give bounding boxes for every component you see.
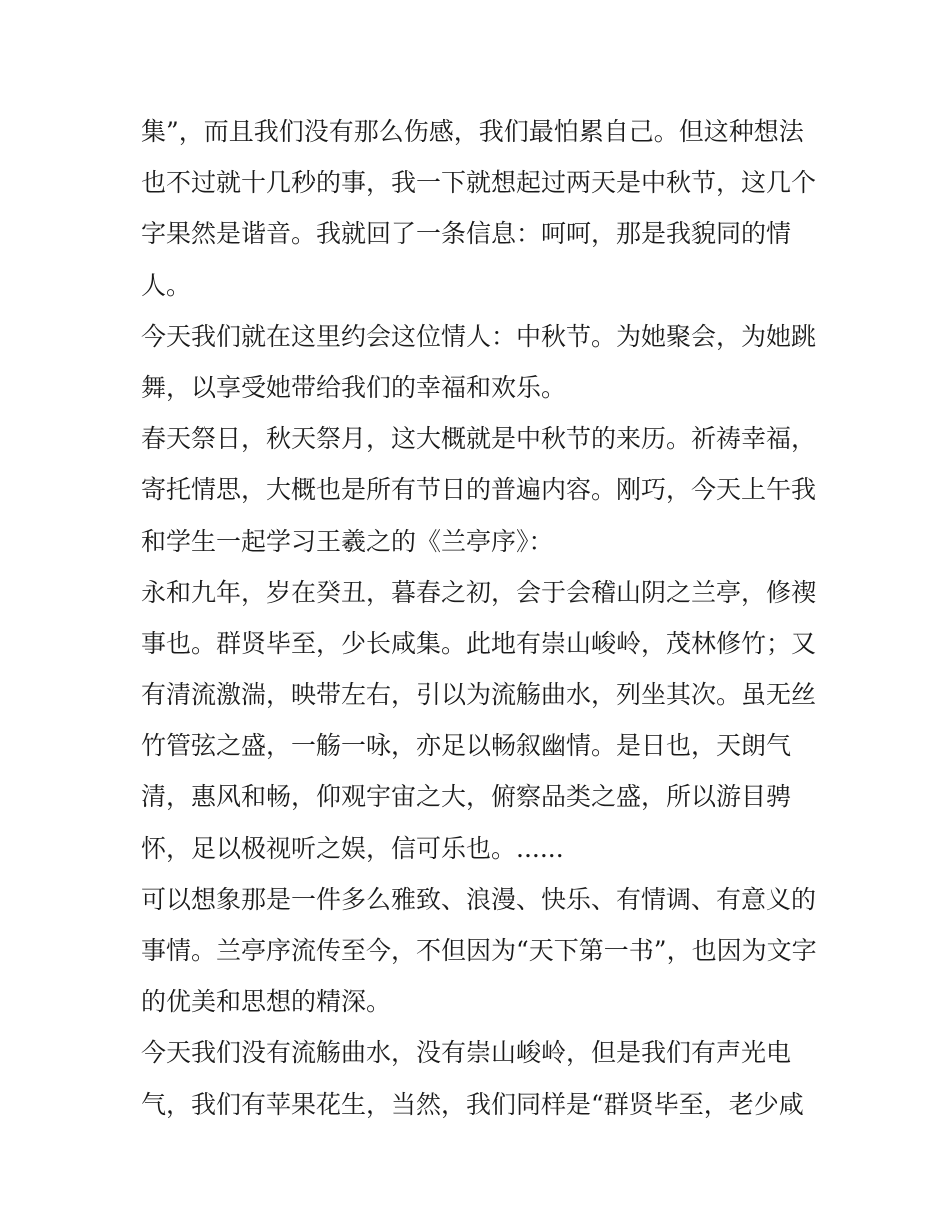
text-line: 有清流激湍，映带左右，引以为流觞曲水，列坐其次。虽无丝 — [141, 680, 817, 710]
text-line: 永和九年，岁在癸丑，暮春之初，会于会稽山阴之兰亭，修禊 — [141, 577, 817, 607]
text-line: 清，惠风和畅，仰观宇宙之大，俯察品类之盛，所以游目骋 — [141, 782, 792, 812]
text-line: 怀，足以极视听之娱，信可乐也。...... — [141, 833, 564, 863]
text-line: 也不过就十几秒的事，我一下就想起过两天是中秋节，这几个 — [141, 168, 817, 198]
text-line: 人。 — [141, 270, 192, 300]
text-line: 的优美和思想的精深。 — [141, 987, 392, 1017]
text-line: 舞，以享受她带给我们的幸福和欢乐。 — [141, 372, 567, 402]
text-line: 寄托情思，大概也是所有节日的普遍内容。刚巧，今天上午我 — [141, 475, 817, 505]
text-line: 事也。群贤毕至，少长咸集。此地有崇山峻岭，茂林修竹；又 — [141, 628, 817, 658]
text-line: 字果然是谐音。我就回了一条信息：呵呵，那是我貌同的情 — [141, 219, 792, 249]
text-line: 和学生一起学习王羲之的《兰亭序》： — [141, 526, 554, 556]
text-line: 集”，而且我们没有那么伤感，我们最怕累自己。但这种想法 — [141, 117, 804, 146]
text-line: 春天祭日，秋天祭月，这大概就是中秋节的来历。祈祷幸福， — [141, 424, 817, 454]
text-line: 今天我们没有流觞曲水，没有崇山峻岭，但是我们有声光电 — [141, 1038, 792, 1068]
text-line: 事情。兰亭序流传至今，不但因为“天下第一书”，也因为文字 — [141, 936, 817, 965]
text-line: 气，我们有苹果花生，当然，我们同样是“群贤毕至，老少咸 — [141, 1089, 804, 1119]
text-line: 可以想象那是一件多么雅致、浪漫、快乐、有情调、有意义的 — [141, 884, 817, 914]
text-line: 今天我们就在这里约会这位情人：中秋节。为她聚会，为她跳 — [141, 321, 817, 351]
text-line: 竹管弦之盛，一觞一咏，亦足以畅叙幽情。是日也，天朗气 — [141, 731, 792, 761]
body-text — [141, 106, 821, 1130]
